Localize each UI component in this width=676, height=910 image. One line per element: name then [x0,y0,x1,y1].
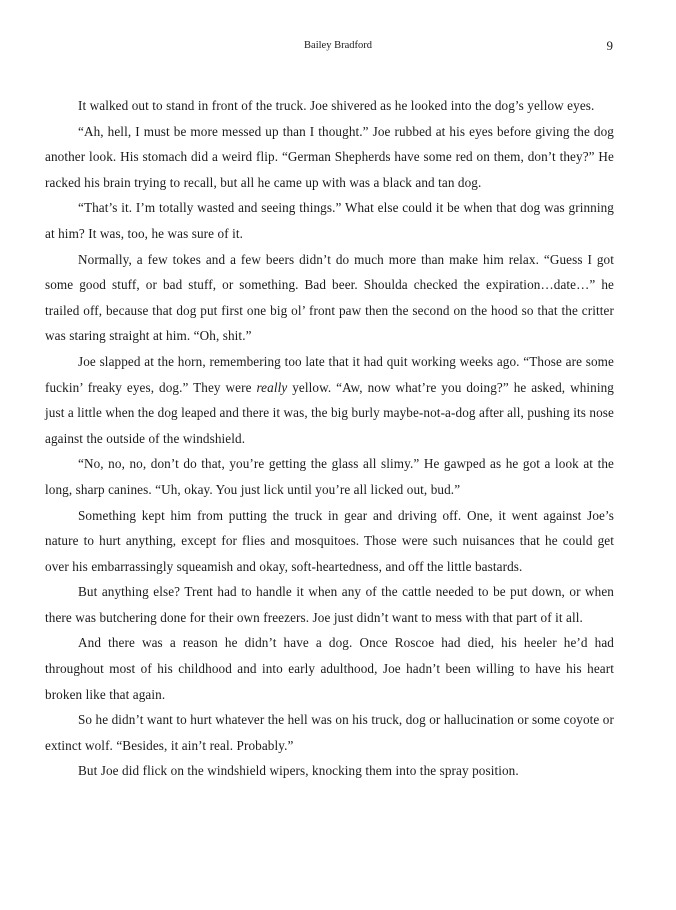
paragraph: “Ah, hell, I must be more messed up than I thought.” Joe rubbed at his eyes before giving the dog another look. His stomach did a weird flip. “German Shepherds have some red on them, don’t they?” He racked his brain trying to recall, but all he came up with was a black and tan dog. [45,123,614,190]
paragraph: But Joe did flick on the windshield wipers, knocking them into the spray position. [78,763,519,779]
emphasis-text: really [256,379,288,395]
running-header [0,38,676,54]
paragraph-text: yellow. “Aw, now what’re you doing?” he asked, whining just a little when the dog leaped and there it was, the big burly maybe-not-a-dog after all, pushing its nose against the outside of the windshield. [45,379,614,446]
paragraph [45,349,614,451]
paragraph: “That’s it. I’m totally wasted and seeing things.” What else could it be when that dog was grinning at him? It was, too, he was sure of it. [45,200,614,241]
paragraph-text: Joe slapped at the horn, remembering too late that it had quit working weeks ago. “Those are some fuckin’ freaky eyes, dog.” They were [45,353,614,395]
body-text [45,93,614,784]
paragraph: And there was a reason he didn’t have a dog. Once Roscoe had died, his heeler he’d had throughout most of his childhood and into early adulthood, Joe hadn’t been willing to have his heart broken like that again. [45,635,614,702]
header-author: Bailey Bradford [304,40,372,51]
paragraph: Something kept him from putting the truck in gear and driving off. One, it went against Joe’s nature to hurt anything, except for flies and mosquitoes. Those were such nuisances that he could get over his embarrassingly squeamish and okay, soft-heartedness, and off the little bastards. [45,507,614,574]
paragraph: Normally, a few tokes and a few beers didn’t do much more than make him relax. “Guess I got some good stuff, or bad stuff, or something. Bad beer. Shoulda checked the expiration…date…” he trailed off, because that dog put first one big ol’ front paw then the second on the hood so that the critter was staring straight at him. “Oh, shit.” [45,251,614,344]
paragraph: But anything else? Trent had to handle it when any of the cattle needed to be put down, or when there was butchering done for their own freezers. Joe just didn’t want to mess with that part of it all. [45,584,614,625]
paragraph: It walked out to stand in front of the truck. Joe shivered as he looked into the dog’s yellow eyes. [78,98,595,113]
paragraph: So he didn’t want to hurt whatever the hell was on his truck, dog or hallucination or some coyote or extinct wolf. “Besides, it ain’t real. Probably.” [45,712,614,753]
paragraph: “No, no, no, don’t do that, you’re getting the glass all slimy.” He gawped as he got a look at the long, sharp canines. “Uh, okay. You just lick until you’re all licked out, bud.” [45,456,614,497]
page-number: 9 [606,38,613,53]
